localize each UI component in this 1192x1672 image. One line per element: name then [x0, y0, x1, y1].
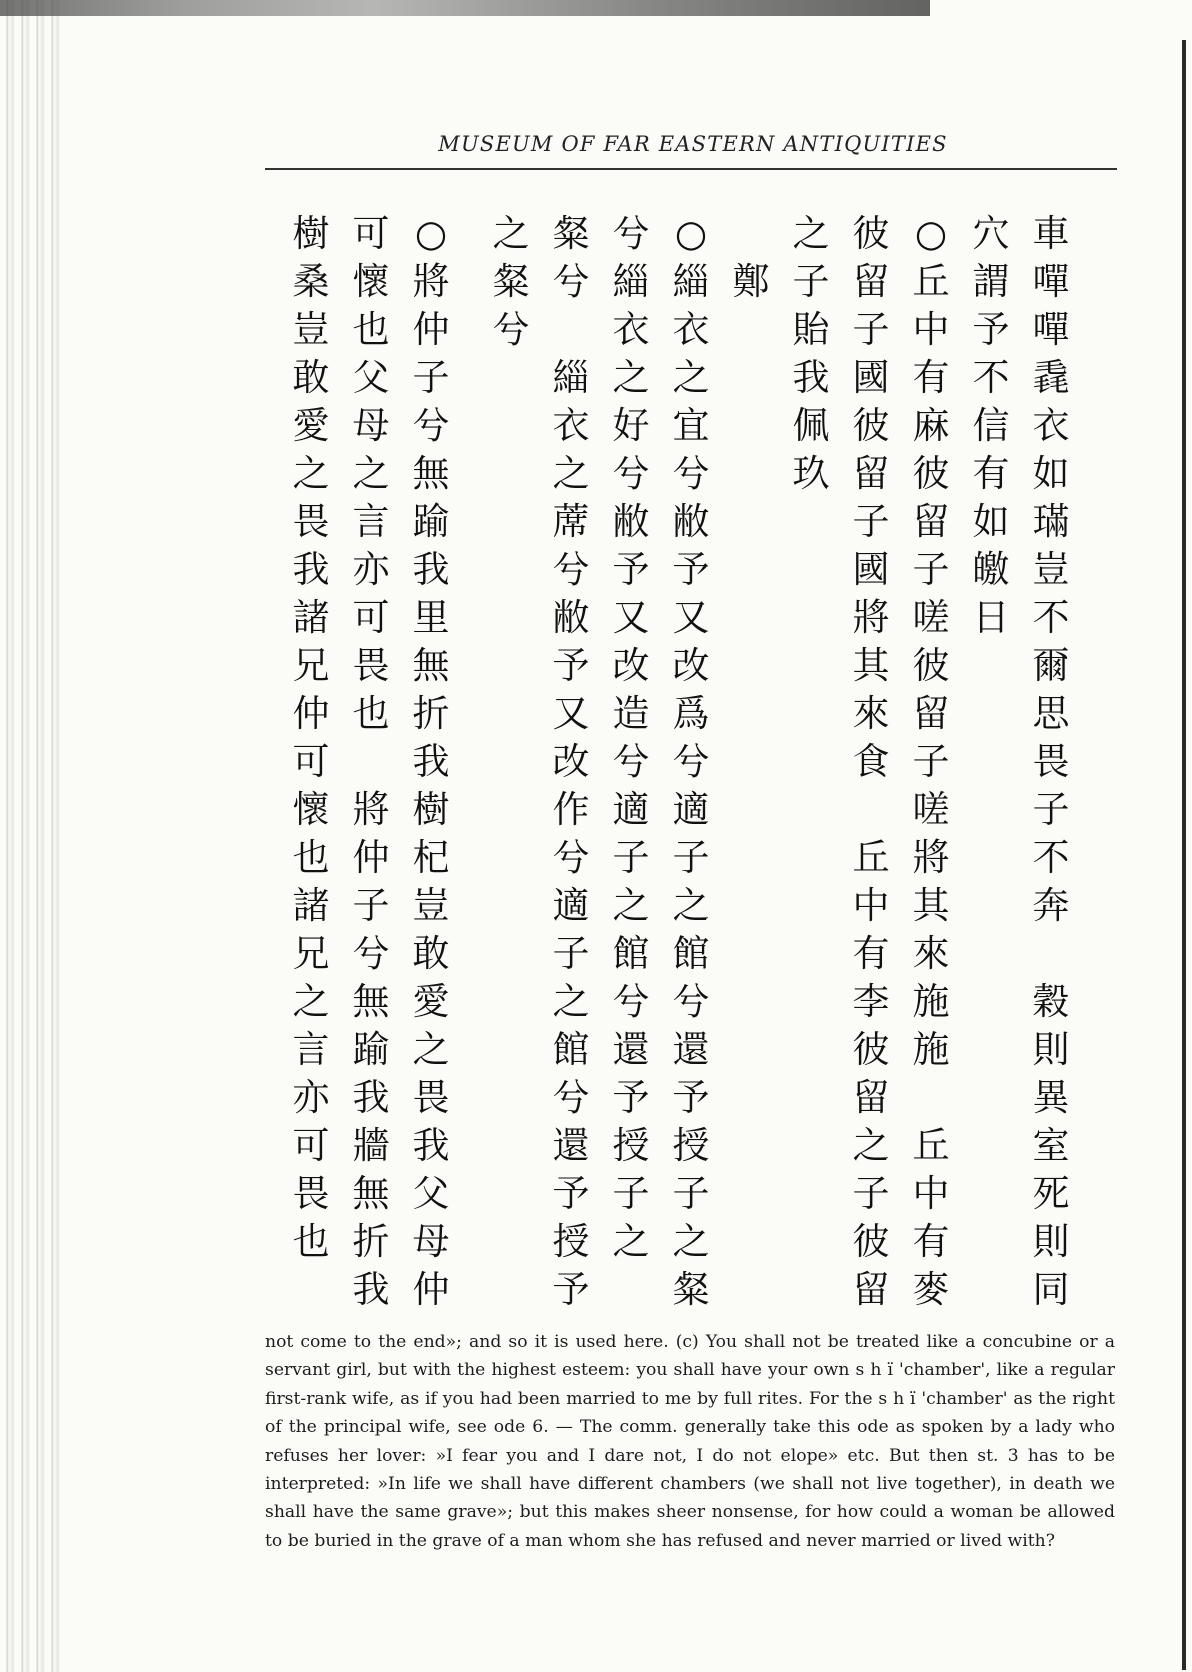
glyph: 麥: [912, 1268, 950, 1311]
glyph: 畏: [292, 1172, 330, 1215]
glyph: 粲: [552, 212, 590, 255]
glyph: 無: [352, 980, 390, 1023]
glyph: 亦: [352, 548, 390, 591]
glyph: 敝: [612, 500, 650, 543]
glyph: 豈: [292, 308, 330, 351]
glyph: 我: [352, 1268, 390, 1311]
glyph: 踰: [412, 500, 450, 543]
glyph: 館: [552, 1028, 590, 1071]
glyph: 貽: [792, 308, 830, 351]
glyph: 來: [852, 692, 890, 735]
glyph: 有: [852, 932, 890, 975]
glyph: [907, 1074, 955, 1122]
glyph: 嘽: [1032, 308, 1070, 351]
glyph: 兮: [352, 932, 390, 975]
glyph: 愛: [292, 404, 330, 447]
glyph: 緇: [552, 356, 590, 399]
glyph: 施: [912, 1028, 950, 1071]
glyph: 諸: [292, 884, 330, 927]
text-column: [1025, 210, 1077, 1314]
glyph: 兮: [492, 308, 530, 351]
glyph: 兄: [292, 644, 330, 687]
glyph: 留: [852, 1268, 890, 1311]
glyph: 敢: [292, 356, 330, 399]
glyph: 改: [612, 644, 650, 687]
glyph: 母: [412, 1220, 450, 1263]
glyph: 折: [412, 692, 450, 735]
glyph: 之: [672, 356, 710, 399]
glyph: 留: [852, 452, 890, 495]
glyph: 又: [672, 596, 710, 639]
glyph: 可: [292, 1124, 330, 1167]
chinese-text-block: [285, 210, 1105, 1311]
glyph: 之: [792, 212, 830, 255]
glyph: 子: [672, 1172, 710, 1215]
glyph: 予: [552, 1268, 590, 1311]
glyph: 食: [852, 740, 890, 783]
glyph: 無: [352, 1172, 390, 1215]
glyph: 中: [852, 884, 890, 927]
text-column: [345, 210, 397, 1314]
glyph: 有: [972, 452, 1010, 495]
glyph: 毳: [1032, 356, 1070, 399]
glyph: 予: [672, 548, 710, 591]
glyph: 畏: [1032, 740, 1070, 783]
glyph: 適: [672, 788, 710, 831]
glyph: 之: [292, 980, 330, 1023]
glyph: 畏: [292, 500, 330, 543]
glyph: 國: [852, 356, 890, 399]
text-column: [485, 210, 537, 354]
glyph: 衣: [672, 308, 710, 351]
glyph: 子: [412, 356, 450, 399]
glyph: 之: [612, 1220, 650, 1263]
glyph: 玖: [792, 452, 830, 495]
glyph: 死: [1032, 1172, 1070, 1215]
glyph: 樹: [412, 788, 450, 831]
glyph: 兮: [552, 548, 590, 591]
glyph: 之: [552, 452, 590, 495]
glyph: 將: [912, 836, 950, 879]
glyph: 改: [672, 644, 710, 687]
glyph: 麻: [912, 404, 950, 447]
glyph: 有: [912, 1220, 950, 1263]
glyph: 彼: [852, 1028, 890, 1071]
glyph: [1027, 930, 1075, 978]
glyph: ○: [414, 212, 448, 255]
glyph: 佩: [792, 404, 830, 447]
glyph: 懷: [352, 260, 390, 303]
text-column: [665, 210, 717, 1314]
glyph: 將: [352, 788, 390, 831]
glyph: 我: [412, 1124, 450, 1167]
glyph: 子: [852, 500, 890, 543]
glyph: 兮: [612, 740, 650, 783]
glyph: 畏: [352, 644, 390, 687]
glyph: 子: [792, 260, 830, 303]
glyph: 中: [912, 308, 950, 351]
glyph: 則: [1032, 1028, 1070, 1071]
glyph: 施: [912, 980, 950, 1023]
glyph: 敢: [412, 932, 450, 975]
glyph: 改: [552, 740, 590, 783]
glyph: 子: [612, 1172, 650, 1215]
glyph: 穴: [972, 212, 1010, 255]
glyph: 諸: [292, 596, 330, 639]
glyph: 兮: [672, 452, 710, 495]
scan-binding-edge: [0, 0, 60, 1672]
glyph: 也: [292, 1220, 330, 1263]
glyph: 還: [552, 1124, 590, 1167]
footnote: [265, 1328, 1115, 1555]
glyph: 嗟: [912, 596, 950, 639]
glyph: 子: [1032, 788, 1070, 831]
glyph: 我: [412, 740, 450, 783]
glyph: 適: [612, 788, 650, 831]
glyph: 蓆: [552, 500, 590, 543]
glyph: 如: [972, 500, 1010, 543]
glyph: 異: [1032, 1076, 1070, 1119]
glyph: 將: [852, 596, 890, 639]
glyph: 之: [352, 452, 390, 495]
glyph: 又: [552, 692, 590, 735]
glyph: 兮: [612, 980, 650, 1023]
glyph: 兮: [612, 452, 650, 495]
glyph: 兮: [412, 404, 450, 447]
glyph: 信: [972, 404, 1010, 447]
glyph: 作: [552, 788, 590, 831]
header-rule: [265, 168, 1117, 170]
glyph: 兮: [552, 1076, 590, 1119]
glyph: 授: [672, 1124, 710, 1167]
glyph: 無: [412, 644, 450, 687]
glyph: 彼: [852, 1220, 890, 1263]
glyph: 有: [912, 356, 950, 399]
glyph: [727, 210, 775, 258]
footnote-text: not come to the end»; and so it is used here. (c) You shall not be treated like a concubine or a servant girl, but with the highest esteem: you shall have your own s h ï 'chamber', like a regular first-rank wife, as if you had been married to me by full rites. For the s h ï 'chamber' as the right of the principal wife, see ode 6. — The comm. generally take this ode as spoken by a lady who refuses her lover: »I fear you and I dare not, I do not elope» etc. But then st. 3 has to be interpreted: »In life we shall have different chambers (we shall not live together), in death we shall have the same grave»; but this makes sheer nonsense, for how could a woman be allowed to be buried in the grave of a man whom she has refused and never married or lived with?: [265, 1332, 1115, 1551]
glyph: 其: [912, 884, 950, 927]
glyph: 子: [352, 884, 390, 927]
glyph: 皦: [972, 548, 1010, 591]
glyph: 緇: [612, 260, 650, 303]
glyph: 折: [352, 1220, 390, 1263]
glyph: 言: [292, 1028, 330, 1071]
glyph: 也: [352, 692, 390, 735]
glyph: 館: [672, 932, 710, 975]
glyph: 言: [352, 500, 390, 543]
glyph: 之: [672, 1220, 710, 1263]
glyph: [847, 786, 895, 834]
glyph: 衣: [1032, 404, 1070, 447]
text-column: [545, 210, 597, 1314]
glyph: 兮: [672, 740, 710, 783]
glyph: 衣: [552, 404, 590, 447]
glyph: 中: [912, 1172, 950, 1215]
glyph: 室: [1032, 1124, 1070, 1167]
glyph: 敝: [672, 500, 710, 543]
glyph: 我: [292, 548, 330, 591]
glyph: 予: [972, 308, 1010, 351]
glyph: 如: [1032, 452, 1070, 495]
text-column: [845, 210, 897, 1314]
glyph: 仲: [412, 1268, 450, 1311]
scan-top-edge: [0, 0, 930, 16]
glyph: 無: [412, 452, 450, 495]
glyph: 則: [1032, 1220, 1070, 1263]
glyph: 也: [292, 836, 330, 879]
glyph: 之: [612, 356, 650, 399]
glyph: 踰: [352, 1028, 390, 1071]
glyph: 衣: [612, 308, 650, 351]
glyph: 穀: [1032, 980, 1070, 1023]
glyph: 留: [912, 500, 950, 543]
glyph: 子: [672, 836, 710, 879]
glyph: 予: [552, 1172, 590, 1215]
glyph: 彼: [852, 212, 890, 255]
glyph: 宜: [672, 404, 710, 447]
glyph: 授: [612, 1124, 650, 1167]
glyph: 子: [552, 932, 590, 975]
glyph: 爾: [1032, 644, 1070, 687]
glyph: 之: [672, 884, 710, 927]
glyph: 父: [352, 356, 390, 399]
glyph: 予: [612, 1076, 650, 1119]
glyph: 謂: [972, 260, 1010, 303]
glyph: 兮: [612, 212, 650, 255]
glyph: 之: [612, 884, 650, 927]
text-column: [725, 210, 777, 306]
glyph: 丘: [852, 836, 890, 879]
text-column: [285, 210, 337, 1266]
glyph: 不: [1032, 836, 1070, 879]
text-column: [785, 210, 837, 498]
glyph: 還: [612, 1028, 650, 1071]
glyph: 好: [612, 404, 650, 447]
glyph: 仲: [352, 836, 390, 879]
glyph: 之: [552, 980, 590, 1023]
glyph: 彼: [912, 452, 950, 495]
glyph: 其: [852, 644, 890, 687]
glyph: 日: [972, 596, 1010, 639]
glyph: 可: [292, 740, 330, 783]
text-column: [965, 210, 1017, 642]
glyph: 仲: [412, 308, 450, 351]
glyph: 留: [852, 260, 890, 303]
glyph: 畏: [412, 1076, 450, 1119]
text-column: [905, 210, 957, 1314]
glyph: ○: [914, 212, 948, 255]
glyph: 彼: [912, 644, 950, 687]
glyph: 兮: [552, 260, 590, 303]
glyph: 杞: [412, 836, 450, 879]
glyph: 牆: [352, 1124, 390, 1167]
glyph: 可: [352, 212, 390, 255]
glyph: 將: [412, 260, 450, 303]
glyph: [547, 306, 595, 354]
glyph: 璊: [1032, 500, 1070, 543]
glyph: 之: [412, 1028, 450, 1071]
glyph: 館: [612, 932, 650, 975]
glyph: 予: [552, 644, 590, 687]
glyph: 仲: [292, 692, 330, 735]
glyph: 國: [852, 548, 890, 591]
glyph: 我: [412, 548, 450, 591]
glyph: 子: [612, 836, 650, 879]
text-column: [605, 210, 657, 1266]
glyph: 授: [552, 1220, 590, 1263]
glyph: 母: [352, 404, 390, 447]
glyph: 丘: [912, 1124, 950, 1167]
glyph: 造: [612, 692, 650, 735]
glyph: 嗟: [912, 788, 950, 831]
glyph: 兄: [292, 932, 330, 975]
glyph: 桑: [292, 260, 330, 303]
glyph: 之: [492, 212, 530, 255]
glyph: 敝: [552, 596, 590, 639]
glyph: 同: [1032, 1268, 1070, 1311]
glyph: 車: [1032, 212, 1070, 255]
glyph: 子: [852, 308, 890, 351]
glyph: 我: [352, 1076, 390, 1119]
glyph: 也: [352, 308, 390, 351]
glyph: 爲: [672, 692, 710, 735]
glyph: 鄭: [732, 260, 770, 303]
scan-right-edge: [1182, 40, 1186, 1670]
glyph: 之: [852, 1124, 890, 1167]
glyph: 彼: [852, 404, 890, 447]
glyph: 子: [912, 548, 950, 591]
glyph: [347, 738, 395, 786]
glyph: 粲: [672, 1268, 710, 1311]
glyph: 懷: [292, 788, 330, 831]
glyph: 粲: [492, 260, 530, 303]
glyph: 留: [852, 1076, 890, 1119]
glyph: 不: [1032, 596, 1070, 639]
glyph: 緇: [672, 260, 710, 303]
glyph: 愛: [412, 980, 450, 1023]
glyph: 父: [412, 1172, 450, 1215]
running-head: MUSEUM OF FAR EASTERN ANTIQUITIES: [438, 132, 948, 156]
glyph: 李: [852, 980, 890, 1023]
glyph: 留: [912, 692, 950, 735]
glyph: ○: [674, 212, 708, 255]
glyph: 予: [612, 548, 650, 591]
text-column: [405, 210, 457, 1314]
glyph: 來: [912, 932, 950, 975]
glyph: 我: [792, 356, 830, 399]
glyph: 樹: [292, 212, 330, 255]
glyph: 子: [852, 1172, 890, 1215]
glyph: 豈: [1032, 548, 1070, 591]
glyph: 豈: [412, 884, 450, 927]
glyph: 兮: [672, 980, 710, 1023]
glyph: 不: [972, 356, 1010, 399]
glyph: 兮: [552, 836, 590, 879]
glyph: 丘: [912, 260, 950, 303]
glyph: 亦: [292, 1076, 330, 1119]
glyph: 奔: [1032, 884, 1070, 927]
glyph: 思: [1032, 692, 1070, 735]
glyph: 又: [612, 596, 650, 639]
glyph: 里: [412, 596, 450, 639]
glyph: 嘽: [1032, 260, 1070, 303]
glyph: 之: [292, 452, 330, 495]
glyph: 子: [912, 740, 950, 783]
glyph: 適: [552, 884, 590, 927]
glyph: 予: [672, 1076, 710, 1119]
glyph: 可: [352, 596, 390, 639]
glyph: 還: [672, 1028, 710, 1071]
